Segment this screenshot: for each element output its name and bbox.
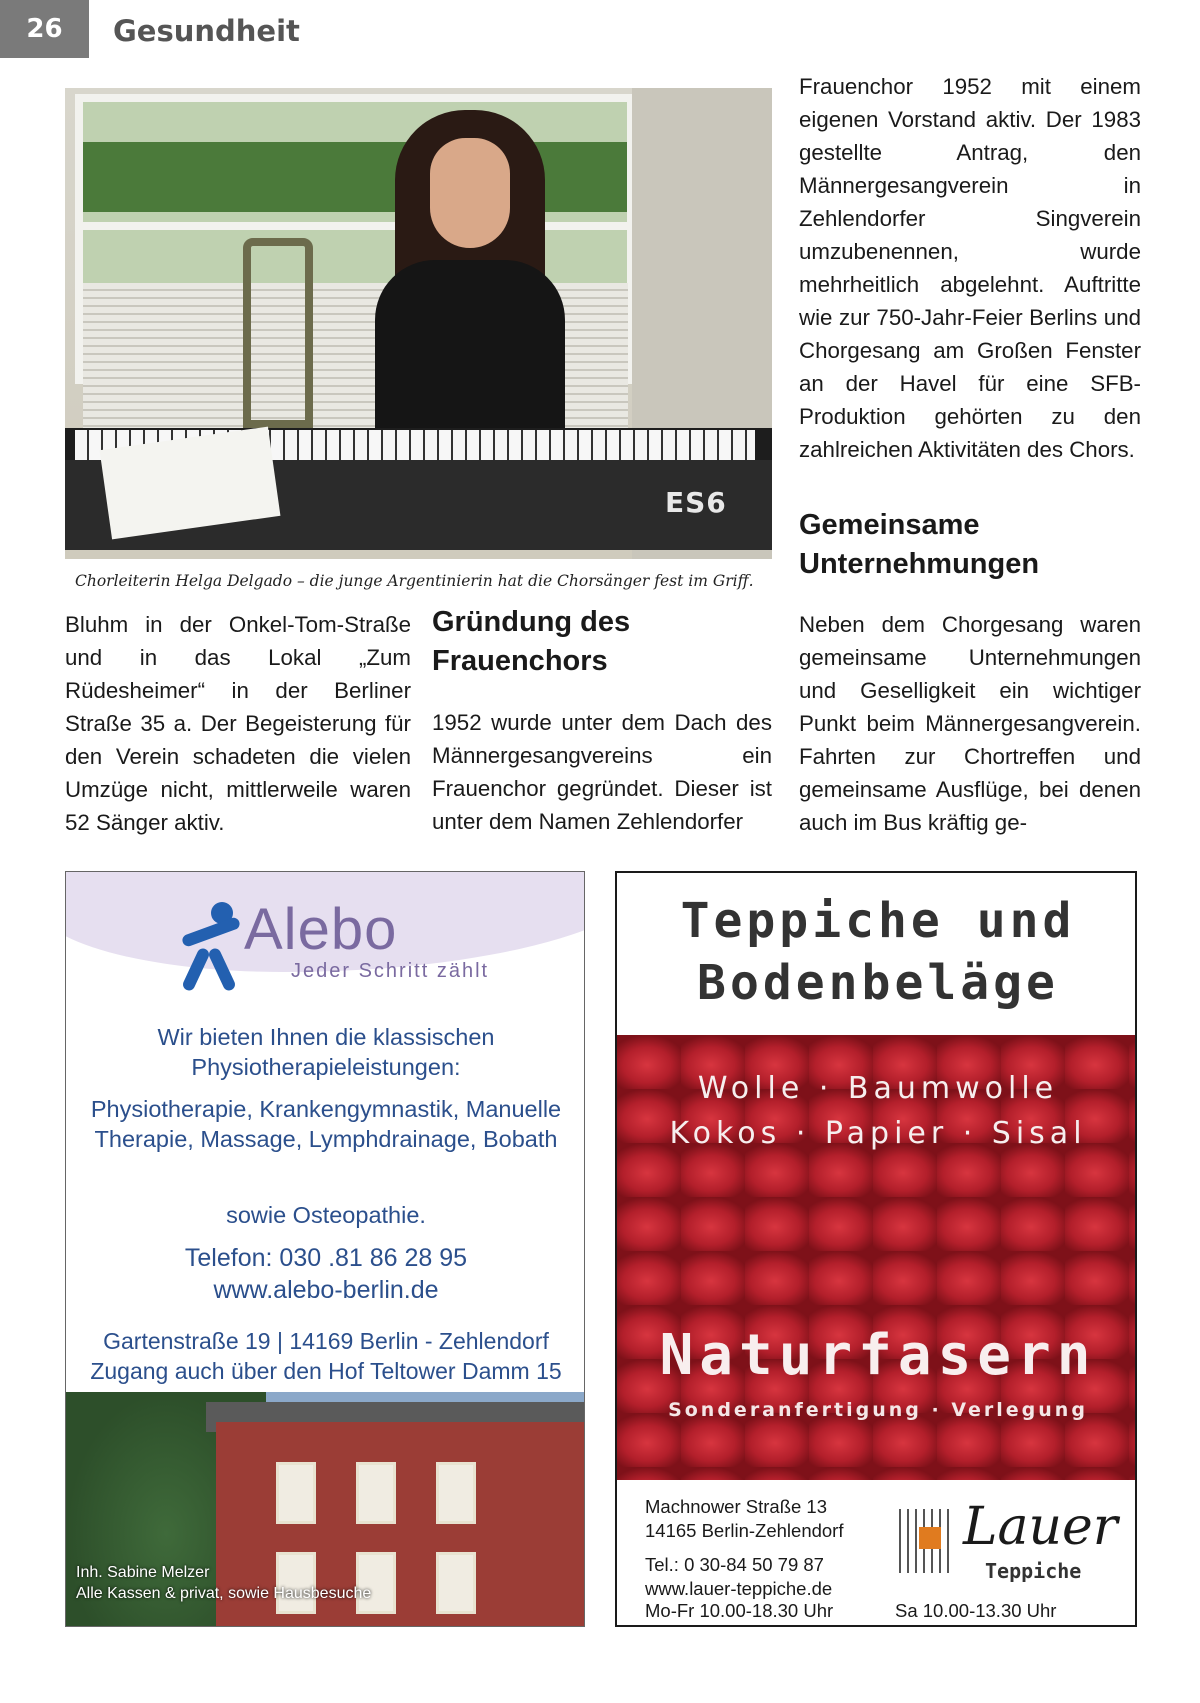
- lauer-title-line-2: Bodenbeläge: [697, 955, 1059, 1011]
- photo-chair: [243, 238, 313, 428]
- piano-brand-label: ES6: [665, 486, 727, 519]
- lauer-web-link[interactable]: www.lauer-teppiche.de: [645, 1578, 833, 1599]
- ad-alebo: [65, 871, 585, 1627]
- ad-lauer: [615, 871, 1137, 1627]
- alebo-extra: sowie Osteopathie.: [226, 1202, 426, 1228]
- page-number: 26: [0, 0, 89, 58]
- article-paragraph: 1952 wurde unter dem Dach des Männergesangvereins ein Frauenchor gegründet. Dieser ist unter dem Namen Zehlendorfer: [432, 710, 772, 834]
- alebo-web-link[interactable]: www.alebo-berlin.de: [213, 1276, 439, 1304]
- alebo-address: Gartenstraße 19 | 14169 Berlin - Zehlendorf: [103, 1328, 549, 1354]
- lauer-logo-sub: Teppiche: [985, 1559, 1082, 1583]
- alebo-intro: Wir bieten Ihnen die klassischen Physiotherapieleistungen:: [157, 1024, 495, 1080]
- alebo-tagline: Jeder Schritt zählt: [291, 960, 490, 982]
- lauer-logo-name: Lauer: [963, 1497, 1118, 1557]
- alebo-phone: Telefon: 030 .81 86 28 95: [184, 1244, 468, 1272]
- lauer-address: [645, 1495, 844, 1543]
- alebo-address-block: [66, 1326, 585, 1386]
- alebo-owner-block: [76, 1562, 371, 1604]
- alebo-logo: Alebo: [244, 897, 398, 962]
- article-column-2: [432, 608, 772, 838]
- lauer-phone: Tel.: 0 30-84 50 79 87: [645, 1554, 824, 1575]
- alebo-services: Physiotherapie, Krankengymnastik, Manuelle Therapie, Massage, Lymphdrainage, Bobath: [90, 1096, 562, 1152]
- alebo-access: Zugang auch über den Hof Teltower Damm 15: [90, 1358, 562, 1384]
- article-column-3-bottom: [799, 608, 1141, 839]
- lauer-logo: [899, 1497, 1119, 1583]
- heading-gemeinsame-unternehmungen: Gemeinsame Unternehmungen: [799, 509, 1040, 580]
- lauer-hours-weekday: Mo-Fr 10.00-18.30 Uhr: [645, 1600, 834, 1621]
- article-paragraph: Neben dem Chorgesang waren gemeinsame Unternehmungen und Geselligkeit ein wichtiger Punkt beim Männergesangverein. Fahrten zur Chortreffen und gemeinsame Ausflüge, bei denen auch im Bus kräftig ge-: [799, 612, 1141, 835]
- lauer-city: 14165 Berlin-Zehlendorf: [645, 1520, 844, 1541]
- article-paragraph: Frauenchor 1952 mit einem eigenen Vorstand aktiv. Der 1983 gestellte Antrag, den Männergesangverein in Zehlendorfer Singverein umzubenennen, wurde mehrheitlich abgelehnt. Auftritte wie zur 750-Jahr-Feier Berlins und Chorgesang am Großen Fenster an der Havel für eine SFB-Produktion gehörten zu den zahlreichen Aktivitäten des Chors.: [799, 74, 1141, 462]
- article-paragraph: Bluhm in der Onkel-Tom-Straße und in das Lokal „Zum Rüdesheimer“ in der Berliner Straße 35 a. Der Begeisterung für den Verein schadeten die vielen Umzüge nicht, mittlerweile waren 52 Sänger aktiv.: [65, 612, 411, 835]
- alebo-contact: [66, 1242, 585, 1306]
- photo-caption: Chorleiterin Helga Delgado – die junge Argentinierin hat die Chorsänger fest im Griff.: [75, 572, 754, 590]
- lauer-logo-square-icon: [919, 1527, 941, 1549]
- lauer-naturfasern: Naturfasern: [659, 1323, 1097, 1388]
- heading-gruendung: Gründung des Frauenchors: [432, 606, 631, 677]
- alebo-person-icon: [176, 902, 246, 992]
- article-photo: [65, 88, 772, 559]
- alebo-owner: Inh. Sabine Melzer: [76, 1564, 210, 1581]
- lauer-materials-line-2: Kokos · Papier · Sisal: [669, 1116, 1087, 1151]
- section-title: Gesundheit: [113, 14, 300, 48]
- lauer-street: Machnower Straße 13: [645, 1496, 828, 1517]
- lauer-contact: [645, 1553, 832, 1601]
- lauer-hours-saturday: Sa 10.00-13.30 Uhr: [895, 1600, 1057, 1621]
- lauer-title-line-1: Teppiche und: [680, 893, 1076, 949]
- alebo-insurance: Alle Kassen & privat, sowie Hausbesuche: [76, 1585, 372, 1602]
- lauer-materials-line-1: Wolle · Baumwolle: [697, 1071, 1059, 1106]
- lauer-services: Sonderanfertigung · Verlegung: [668, 1399, 1088, 1421]
- article-column-1: [65, 608, 411, 839]
- article-column-3-top: [799, 70, 1141, 466]
